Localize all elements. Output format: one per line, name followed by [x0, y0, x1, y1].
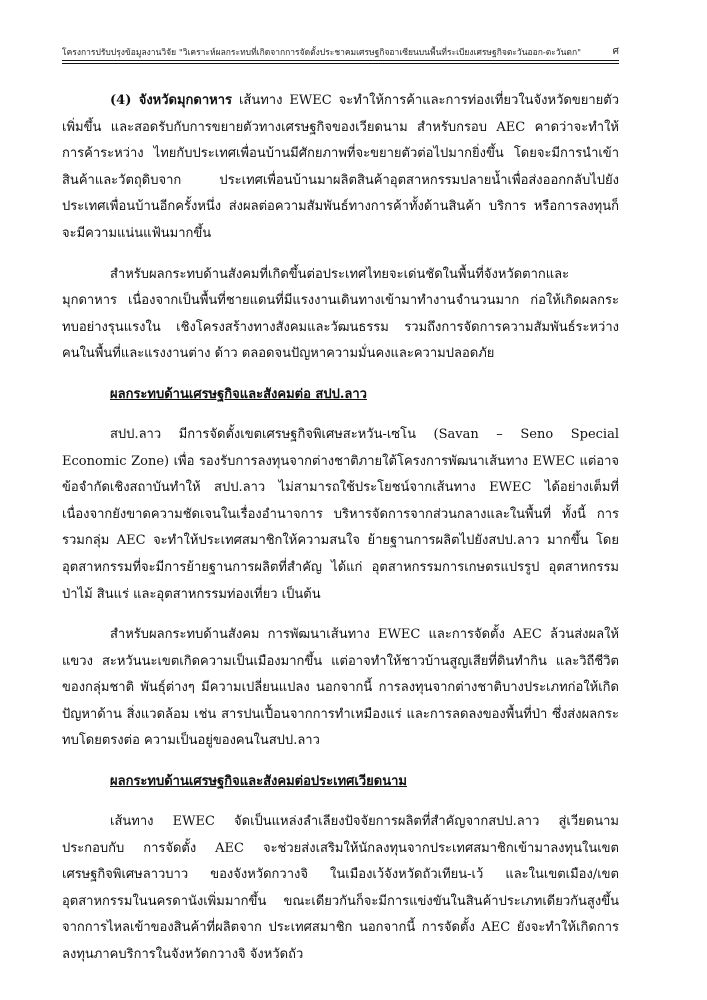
- section-heading-vietnam: ผลกระทบด้านเศรษฐกิจและสังคมต่อประเทศเวียดนาม: [110, 774, 407, 790]
- page-number: ศ: [612, 46, 619, 57]
- paragraph-mukdahan: [62, 88, 619, 248]
- paragraph-text: เส้นทาง EWEC จะทำให้การค้าและการท่องเที่ยวในจังหวัดขยายตัวเพิ่มขึ้น และสอดรับกับการขยายตัวทางเศรษฐกิจของเวียดนาม สำหรับกรอบ AEC คาดว่าจะทำให้การค้าระหว่าง ไทยกับประเทศเพื่อนบ้านมีศักยภาพที่จะขยายตัวต่อไปมากยิ่งขึ้น โดยจะมีการนำเข้าสินค้าและวัตถุดิบจาก ประเทศเพื่อนบ้านมาผลิตสินค้าอุตสาหกรรมปลายน้ำเพื่อส่งออกกลับไปยังประเทศเพื่อนบ้านอีกครั้งหนึ่ง ส่งผลต่อความสัมพันธ์ทางการค้าทั้งด้านสินค้า บริการ หรือการลงทุนก็จะมีความแน่นแฟ้นมากขึ้น: [62, 93, 619, 241]
- running-header: [62, 44, 619, 59]
- section-heading-laos: ผลกระทบด้านเศรษฐกิจและสังคมต่อ สปป.ลาว: [110, 386, 367, 402]
- paragraph-vietnam-economic: เส้นทาง EWEC จัดเป็นแหล่งลำเลียงปัจจัยการผลิตที่สำคัญจากสปป.ลาว สู่เวียดนาม ประกอบกับ การจัดตั้ง AEC จะช่วยส่งเสริมให้นักลงทุนจากประเทศสมาชิกเข้ามาลงทุนในเขตเศรษฐกิจพิเศษลาวบาว ของจังหวัดกวางจิ ในเมืองเว้จังหวัดถัวเทียน-เว้ และในเขตเมือง/เขตอุตสาหกรรมในนครดานังเพิ่มมากขึ้น ขณะเดียวกันก็จะมีการแข่งขันในสินค้าประเภทเดียวกันสูงขึ้นจากการไหลเข้าของสินค้าที่ผลิตจาก ประเทศสมาชิก นอกจากนี้ การจัดตั้ง AEC ยังจะทำให้เกิดการลงทุนภาคบริการในจังหวัดกวางจิ จังหวัดถัว: [62, 814, 619, 963]
- document-body: [62, 88, 619, 969]
- header-title: โครงการปรับปรุงข้อมูลงานวิจัย "วิเคราะห์ผลกระทบที่เกิดจากการจัดตั้งประชาคมเศรษฐกิจอาเซียนบนพื้นที่ระเบียงเศรษฐกิจตะวันออก-ตะวันตก": [62, 48, 581, 58]
- paragraph-laos-social: สำหรับผลกระทบด้านสังคม การพัฒนาเส้นทาง EWEC และการจัดตั้ง AEC ล้วนส่งผลให้แขวง สะหวันนะเขตเกิดความเป็นเมืองมากขึ้น แต่อาจทำให้ชาวบ้านสูญเสียที่ดินทำกิน และวิถีชีวิตของกลุ่มชาติ พันธุ์ต่างๆ มีความเปลี่ยนแปลง นอกจากนี้ การลงทุนจากต่างชาติบางประเภทก่อให้เกิดปัญหาด้าน สิ่งแวดล้อม เช่น สารปนเปื้อนจากการทำเหมืองแร่ และการลดลงของพื้นที่ป่า ซึ่งส่งผลกระทบโดยตรงต่อ ความเป็นอยู่ของคนในสปป.ลาว: [62, 627, 619, 749]
- paragraph-laos-economic: สปป.ลาว มีการจัดตั้งเขตเศรษฐกิจพิเศษสะหวัน-เซโน (Savan – Seno Special Economic Zone) เพื่อ รองรับการลงทุนจากต่างชาติภายใต้โครงการพัฒนาเส้นทาง EWEC แต่อาจข้อจำกัดเชิงสถาบันทำให้ สปป.ลาว ไม่สามารถใช้ประโยชน์จากเส้นทาง EWEC ได้อย่างเต็มที่ เนื่องจากยังขาดความชัดเจนในเรื่องอำนาจการ บริหารจัดการจากส่วนกลางและในพื้นที่ ทั้งนี้ การรวมกลุ่ม AEC จะทำให้ประเทศสมาชิกให้ความสนใจ ย้ายฐานการผลิตไปยังสปป.ลาว มากขึ้น โดยอุตสาหกรรมที่จะมีการย้ายฐานการผลิตที่สำคัญ ได้แก่ อุตสาหกรรมการเกษตรแปรรูป อุตสาหกรรมป่าไม้ สินแร่ และอุตสาหกรรมท่องเที่ยว เป็นต้น: [62, 426, 619, 602]
- paragraph-lead: (4) จังหวัดมุกดาหาร: [110, 93, 233, 108]
- header-rule: [62, 60, 619, 64]
- paragraph-thai-social: สำหรับผลกระทบด้านสังคมที่เกิดขึ้นต่อประเทศไทยจะเด่นชัดในพื้นที่จังหวัดตากและมุกดาหาร เนื่องจากเป็นพื้นที่ชายแดนที่มีแรงงานเดินทางเข้ามาทำงานจำนวนมาก ก่อให้เกิดผลกระทบอย่างรุนแรงใน เชิงโครงสร้างทางสังคมและวัฒนธรรม รวมถึงการจัดการความสัมพันธ์ระหว่างคนในพื้นที่และแรงงานต่าง ด้าว ตลอดจนปัญหาความมั่นคงและความปลอดภัย: [62, 266, 619, 362]
